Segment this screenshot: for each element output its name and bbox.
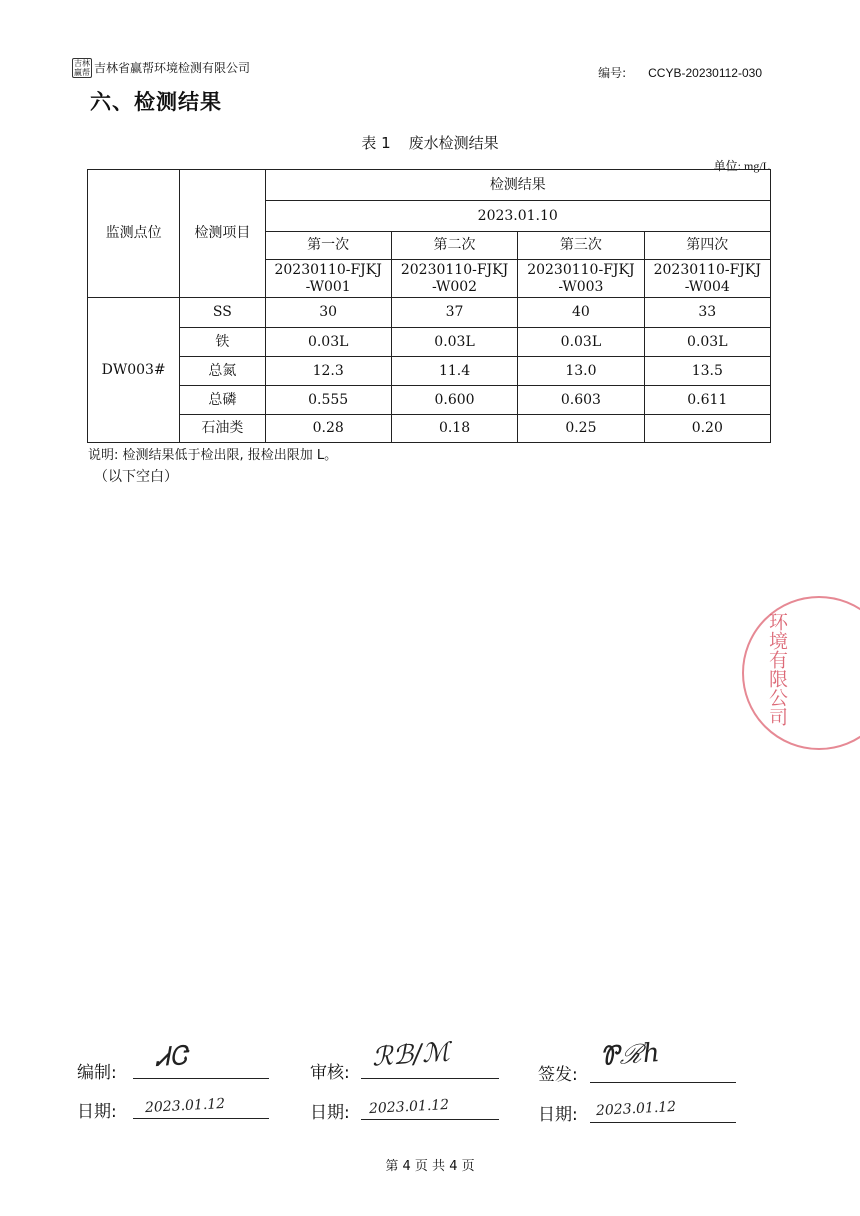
reviewer-date: 2023.01.12 <box>368 1096 450 1118</box>
table-caption <box>0 132 860 153</box>
sample-id-line: -W003 <box>558 278 604 295</box>
reviewer-date-label: 日期: <box>310 1103 350 1123</box>
value-cell: 37 <box>391 298 517 328</box>
issuer-date: 2023.01.12 <box>595 1098 677 1120</box>
issuer-label: 签发: <box>538 1065 578 1085</box>
value-cell: 0.03L <box>391 328 517 357</box>
sample-id <box>518 260 644 298</box>
table-note: 说明: 检测结果低于检出限, 报检出限加 L。 <box>88 448 338 463</box>
sample-id-line: 20230110-FJKJ <box>527 261 635 278</box>
sample-id-line: -W004 <box>684 278 730 295</box>
sample-id <box>644 260 770 298</box>
value-cell: 0.03L <box>265 328 391 357</box>
report-number <box>598 64 762 81</box>
header-date: 2023.01.10 <box>265 201 771 232</box>
header-item: 检测项目 <box>180 170 265 298</box>
compiler-sign-line <box>133 1078 269 1079</box>
report-number-value: CCYB-20230112-030 <box>648 66 762 80</box>
value-cell: 11.4 <box>391 357 517 386</box>
section-title: 六、检测结果 <box>90 90 222 114</box>
report-number-label: 编号: <box>598 66 627 80</box>
header-round: 第四次 <box>644 232 770 260</box>
reviewer-date-line <box>361 1119 499 1120</box>
company-name: 吉林省赢帮环境检测有限公司 <box>94 61 251 75</box>
issuer-sign-line <box>590 1082 736 1083</box>
compiler-label: 编制: <box>77 1063 117 1083</box>
issuer-date-label: 日期: <box>538 1105 578 1125</box>
compiler-date-line <box>133 1118 269 1119</box>
compiler-signature: ᏗᏣ <box>154 1040 189 1074</box>
item-cell: 总氮 <box>180 357 265 386</box>
item-cell: 石油类 <box>180 415 265 443</box>
company-logo: 吉林 赢帮 <box>74 59 90 77</box>
results-table <box>87 169 771 443</box>
item-cell: 铁 <box>180 328 265 357</box>
value-cell: 13.5 <box>644 357 770 386</box>
value-cell: 0.03L <box>644 328 770 357</box>
issuer-date-line <box>590 1122 736 1123</box>
value-cell: 0.25 <box>518 415 644 443</box>
sample-id-line: 20230110-FJKJ <box>274 261 382 278</box>
value-cell: 0.28 <box>265 415 391 443</box>
sample-id-line: 20230110-FJKJ <box>653 261 761 278</box>
unit-label: 单位: mg/L <box>713 159 770 173</box>
value-cell: 30 <box>265 298 391 328</box>
header-round: 第三次 <box>518 232 644 260</box>
reviewer-sign-line <box>361 1078 499 1079</box>
header-site: 监测点位 <box>88 170 180 298</box>
company-seal-text: 环境有限公司 <box>766 612 788 726</box>
reviewer-signature: ℛℬ/ℳ <box>371 1037 451 1073</box>
sample-id-line: -W001 <box>305 278 351 295</box>
sample-id <box>265 260 391 298</box>
blank-marker: （以下空白） <box>94 469 178 485</box>
value-cell: 0.20 <box>644 415 770 443</box>
value-cell: 40 <box>518 298 644 328</box>
table-caption-number: 表 1 <box>361 134 391 152</box>
header-results: 检测结果 <box>265 170 771 201</box>
value-cell: 33 <box>644 298 770 328</box>
compiler-date: 2023.01.12 <box>144 1095 226 1117</box>
value-cell: 0.600 <box>391 386 517 415</box>
header-round: 第二次 <box>391 232 517 260</box>
table-caption-title: 废水检测结果 <box>408 134 499 152</box>
value-cell: 0.03L <box>518 328 644 357</box>
value-cell: 0.611 <box>644 386 770 415</box>
item-cell: SS <box>180 298 265 328</box>
value-cell: 0.18 <box>391 415 517 443</box>
value-cell: 0.603 <box>518 386 644 415</box>
sample-id-line: -W002 <box>432 278 478 295</box>
issuer-signature: Ꮘℛℎ <box>598 1037 661 1073</box>
value-cell: 12.3 <box>265 357 391 386</box>
page-footer: 第 4 页 共 4 页 <box>385 1159 475 1174</box>
sample-id-line: 20230110-FJKJ <box>400 261 509 278</box>
compiler-date-label: 日期: <box>77 1102 117 1122</box>
item-cell: 总磷 <box>180 386 265 415</box>
sample-id <box>391 260 517 298</box>
site-cell: DW003# <box>88 298 180 443</box>
value-cell: 0.555 <box>265 386 391 415</box>
reviewer-label: 审核: <box>310 1063 350 1083</box>
header-round: 第一次 <box>265 232 391 260</box>
value-cell: 13.0 <box>518 357 644 386</box>
